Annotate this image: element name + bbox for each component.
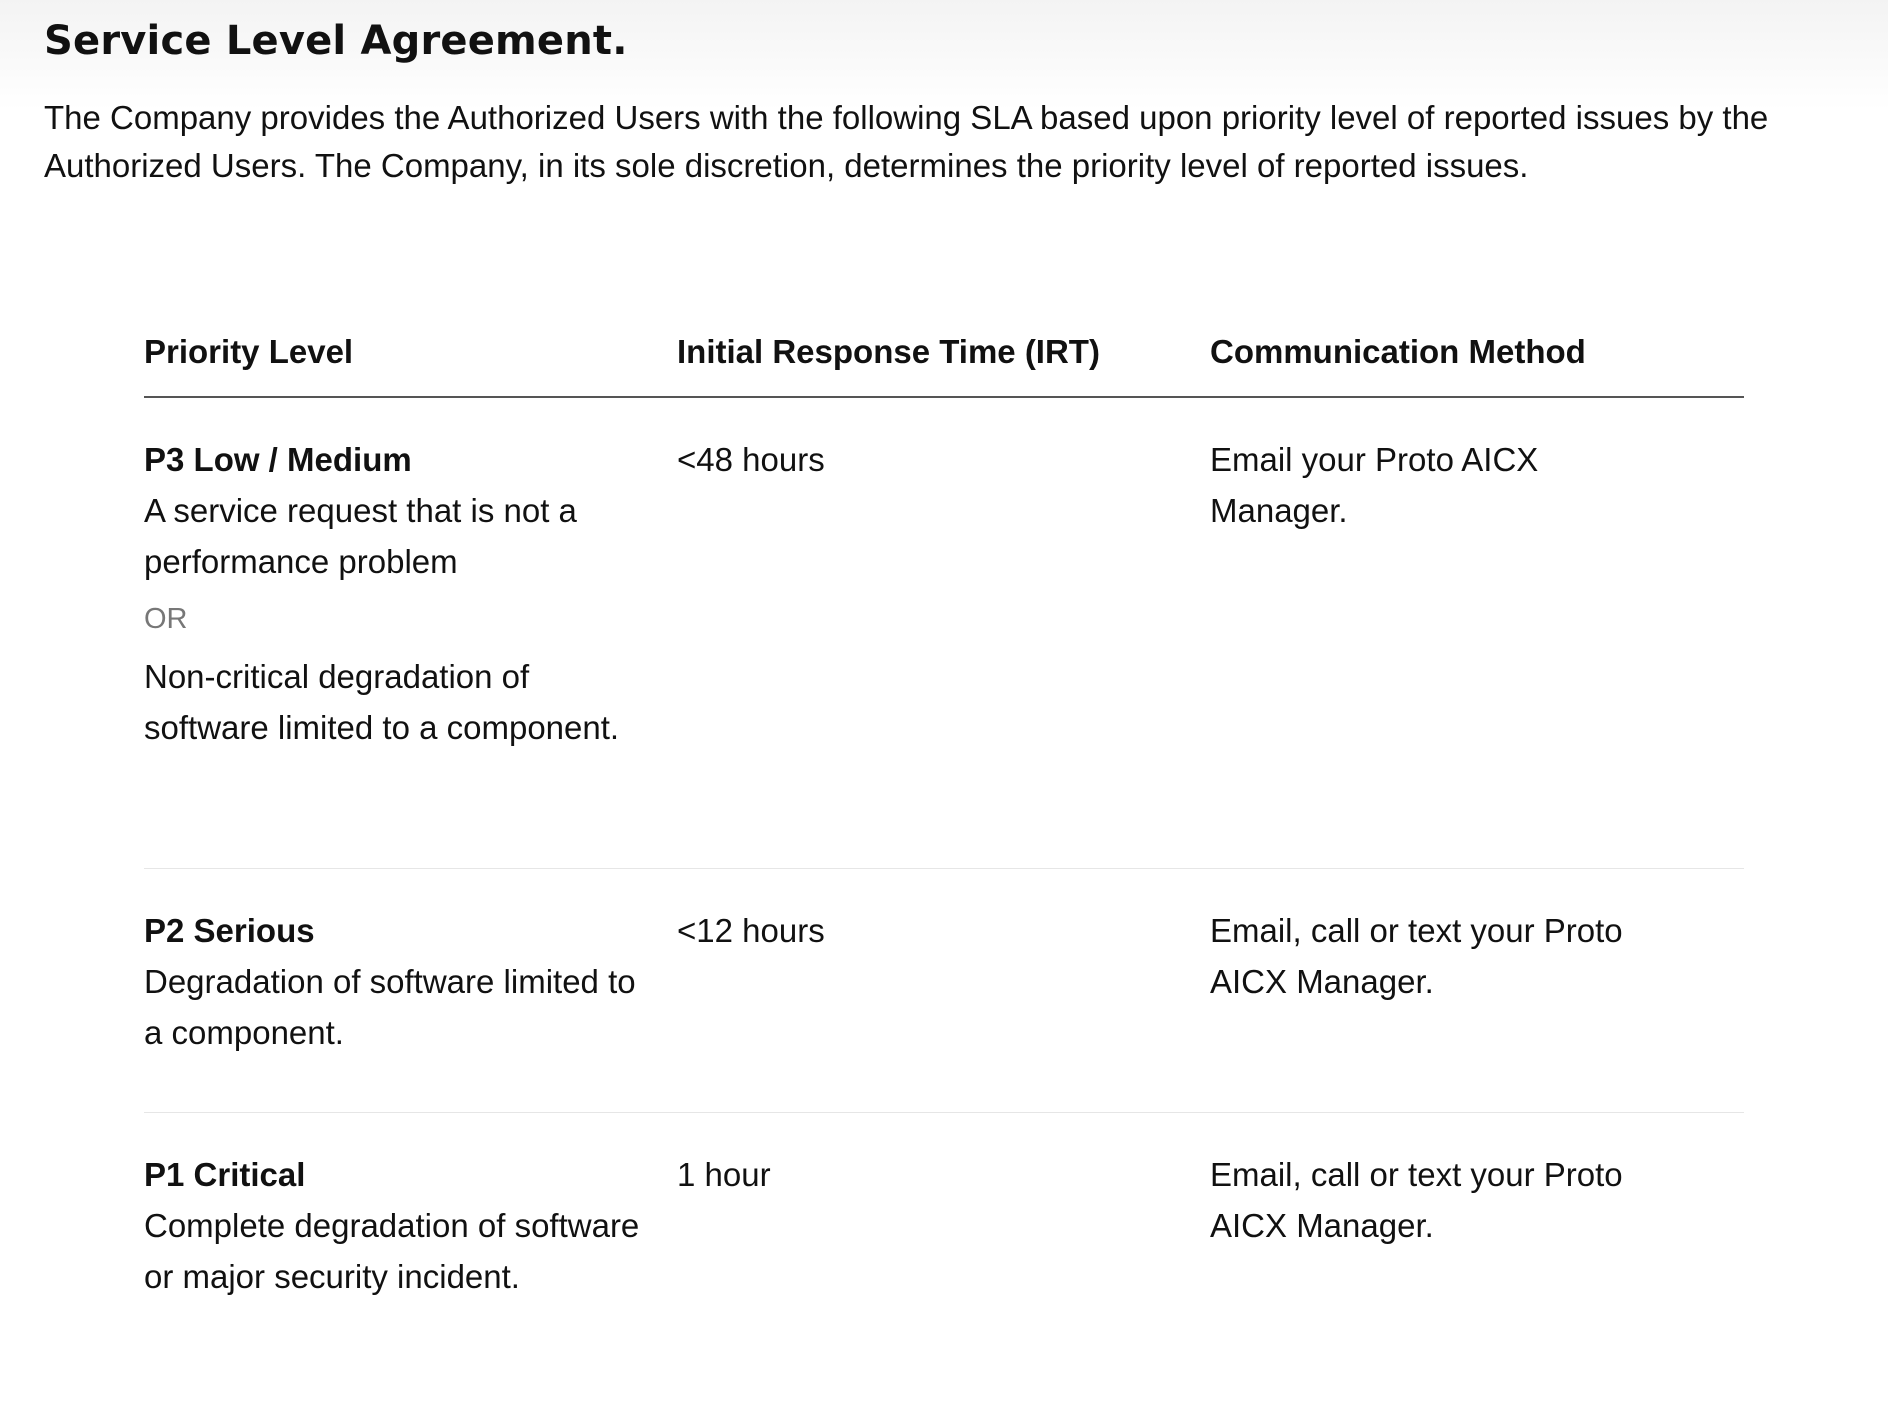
communication-method: Email, call or text your Proto AICX Manager. — [1210, 1156, 1623, 1244]
irt-value: <12 hours — [677, 912, 825, 949]
table-header-row — [144, 320, 1744, 398]
priority-cell — [144, 869, 677, 1112]
communication-method: Email, call or text your Proto AICX Manager. — [1210, 912, 1623, 1000]
priority-description: A service request that is not a performance problem — [144, 492, 577, 580]
priority-description: Complete degradation of software or major security incident. — [144, 1207, 640, 1295]
irt-value: 1 hour — [677, 1156, 771, 1193]
priority-name: P1 Critical — [144, 1156, 306, 1193]
sla-table — [144, 320, 1744, 1363]
priority-description: Degradation of software limited to a component. — [144, 963, 636, 1051]
communication-method: Email your Proto AICX Manager. — [1210, 441, 1539, 529]
header-communication-method: Communication Method — [1210, 333, 1586, 370]
priority-name: P3 Low / Medium — [144, 441, 412, 478]
intro-paragraph: The Company provides the Authorized Users with the following SLA based upon priority level of reported issues by the Authorized Users. The Company, in its sole discretion, determines the priority level of reported issues. — [44, 99, 1769, 184]
table-row — [144, 398, 1744, 869]
priority-name: P2 Serious — [144, 912, 315, 949]
priority-description-alt: Non-critical degradation of software limited to a component. — [144, 658, 620, 746]
priority-cell — [144, 1113, 677, 1363]
priority-cell — [144, 398, 677, 868]
method-cell — [1210, 1113, 1744, 1363]
header-initial-response-time: Initial Response Time (IRT) — [677, 333, 1100, 370]
table-row — [144, 869, 1744, 1113]
table-row — [144, 1113, 1744, 1363]
header-priority-level: Priority Level — [144, 333, 354, 370]
method-cell — [1210, 869, 1744, 1112]
or-separator: OR — [144, 603, 188, 635]
page-content — [0, 0, 1888, 190]
method-cell — [1210, 398, 1744, 868]
irt-value: <48 hours — [677, 441, 825, 478]
page-title: Service Level Agreement. — [44, 18, 628, 64]
